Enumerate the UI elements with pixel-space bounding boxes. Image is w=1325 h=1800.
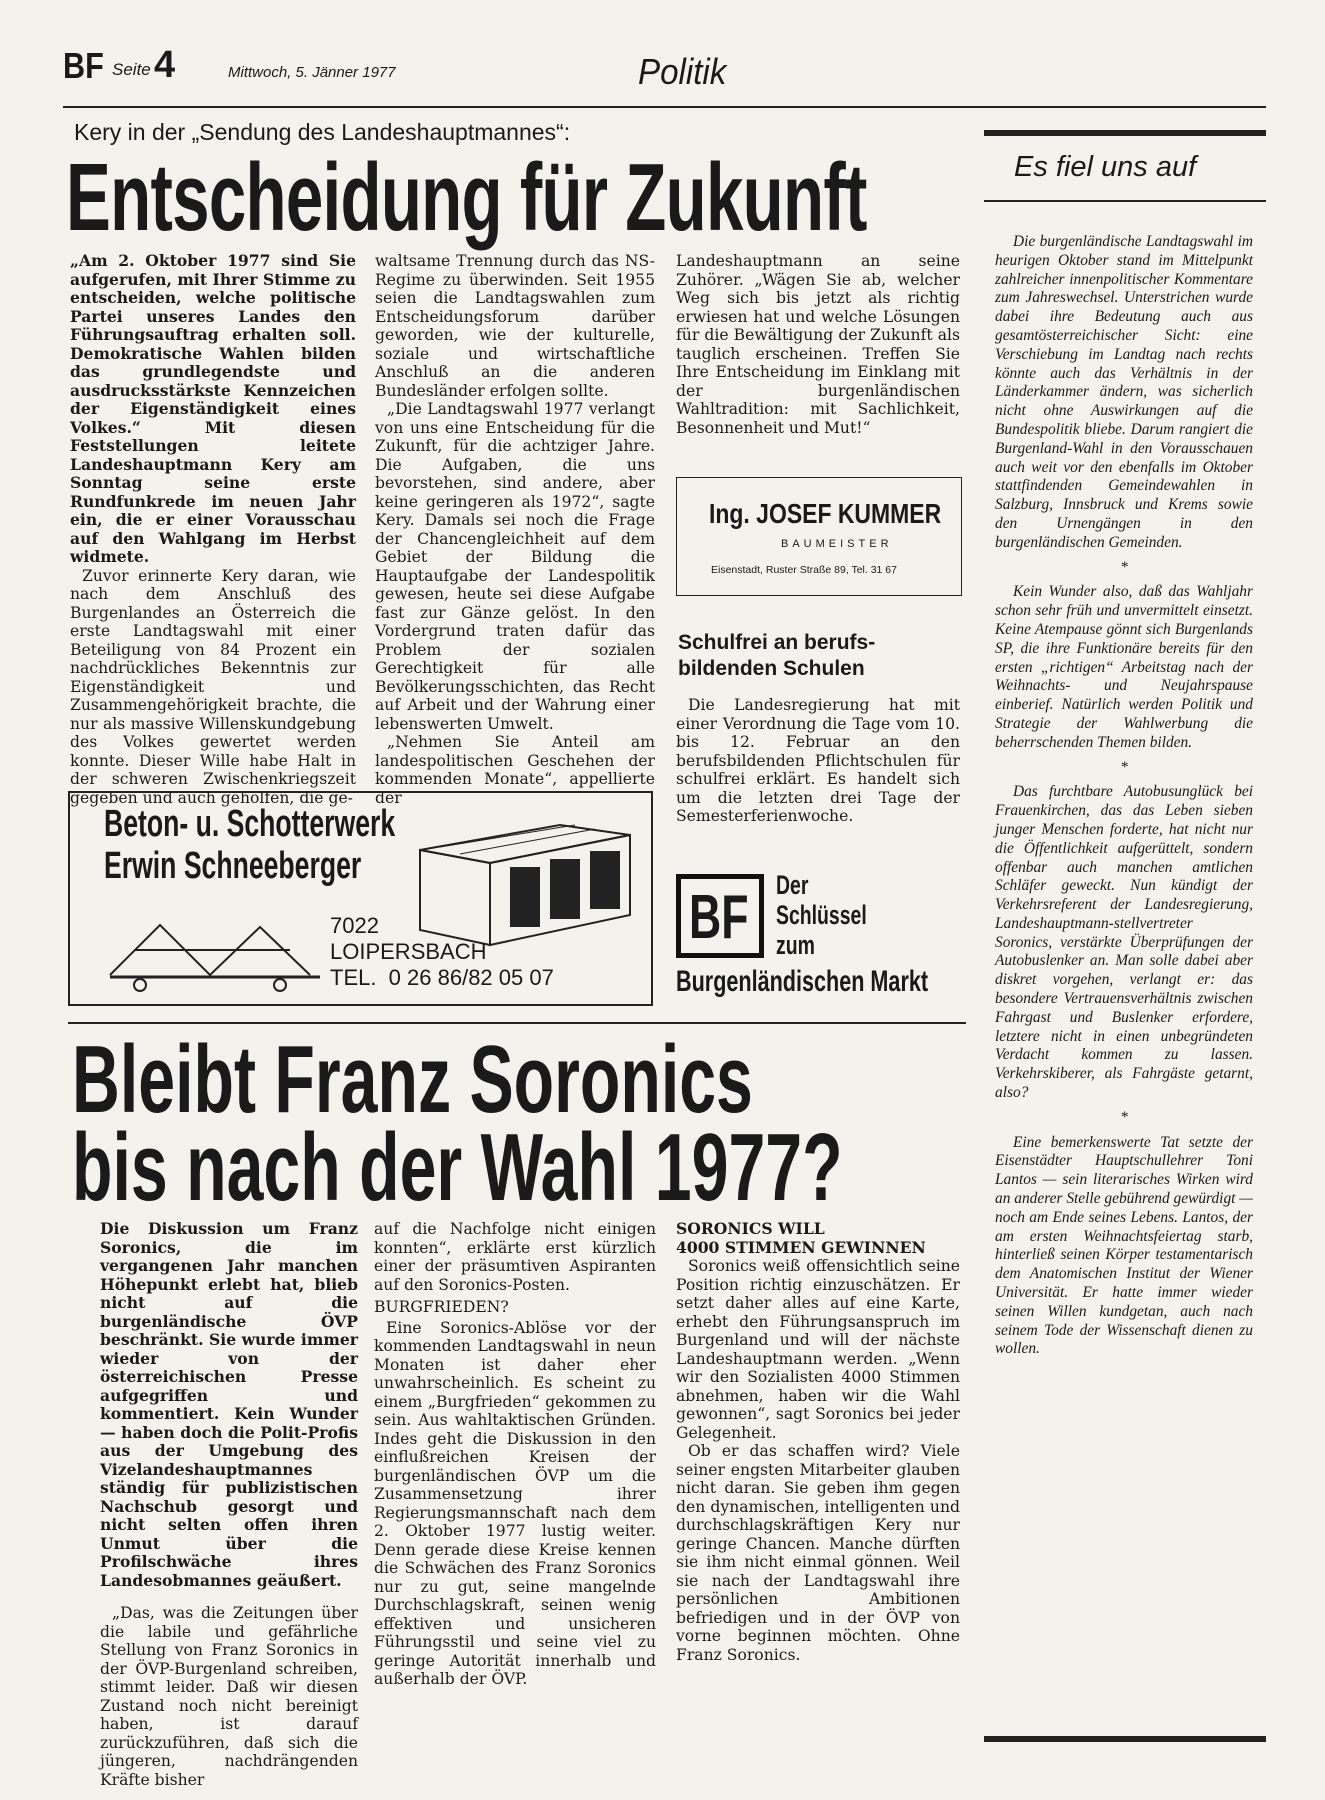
ad-bf-line4: Burgenländischen Markt — [676, 965, 929, 998]
sidebar-p1: Die burgenländische Landtagswahl im heurigen Oktober stand im Mittelpunkt zahlreicher innenpolitischer Kommentare zum Jahreswechsel. Unterstrichen wurde dabei ihre Bedeutung auch aus gesamtösterreichischer Sicht: eine Verschiebung im Landtag nach rechts könnte auch das Verhältnis in der Länderkammer ändern, was sicherlich nicht ohne Auswirkungen auf die Bundespolitik bliebe. Darum rangiert die Burgenland-Wahl in den Vorausschauen auch weit vor den ebenfalls im Oktober stattfindenden Gemeindewahlen in Salzburg, Innsbruck und Krems sowie den Urnengängen in den burgenländischen Gemeinden. — [995, 233, 1253, 551]
article2-column-1 — [100, 1220, 358, 1789]
article1-col3: Landeshauptmann an seine Zuhörer. „Wägen Sie ab, welcher Weg sich bis jetzt als richtig erwiesen hat und welche Lösungen für die Bewältigung der Zukunft als tauglich erscheinen. Treffen Sie Ihre Entscheidung im Einklang mit der burgenländischen Wahltradition: mit Sachlichkeit, Besonnenheit und Mut!“ — [676, 252, 960, 437]
ad-bf-line2: Schlüssel — [776, 900, 867, 930]
sidebar-bottom-rule — [984, 1736, 1266, 1742]
schulfrei-headline-line2: bildenden Schulen — [678, 657, 865, 680]
article2-subhead-burgfrieden: BURGFRIEDEN? — [374, 1298, 509, 1316]
article2-subhead-line1: SORONICS WILL — [676, 1219, 825, 1238]
article1-lead: „Am 2. Oktober 1977 sind Sie aufgerufen, mit Ihrer Stimme zu entscheiden, welche politische Partei unseres Landes den Führungsauftrag erhalten soll. Demokratische Wahlen bilden das grundlegendste und ausdrucksstärkste Kennzeichen der Eigenständigkeit eines Volkes.“ Mit diesen Feststellungen leitete Landeshauptmann Kery am Sonntag seine erste Rundfunkrede im neuen Jahr ein, die er einer Vorausschau auf den Wahlgang im Herbst widmete. — [70, 251, 356, 566]
ad-bf-line3: zum — [776, 930, 815, 960]
sidebar-star-3: * — [1120, 1108, 1128, 1126]
article1-kicker: Kery in der „Sendung des Landeshauptmannes“: — [74, 119, 571, 145]
article2-col1-body: „Das, was die Zeitungen über die labile und gefährliche Stellung von Franz Soronics in der ÖVP-Burgenland schreiben, stimmt leider. Daß wir diesen Zustand noch nicht bereinigt haben, ist darauf zurückzuführen, daß sich die jüngeren, nachdrängenden Kräfte bisher — [100, 1604, 358, 1789]
masthead-date: Mittwoch, 5. Jänner 1977 — [228, 64, 396, 81]
masthead-seite-label: Seite — [112, 60, 151, 79]
article1-column-1 — [70, 252, 356, 807]
concrete-block-illustration — [400, 805, 640, 955]
ad-beton — [68, 791, 653, 1006]
article2-subhead-line2: 4000 STIMMEN GEWINNEN — [676, 1237, 926, 1257]
ad-kummer-name: Ing. JOSEF KUMMER — [709, 498, 942, 529]
article2-column-2 — [374, 1220, 656, 1689]
article2-col2-p2: Eine Soronics-Ablöse vor der kommenden Landtagswahl in neun Monaten ist daher eher unwahrscheinlich. Es scheint zu einem „Burgfrieden“ gekommen zu sein. Aus wahltaktischen Gründen. Indes geht die Diskussion in den einflußreichen Kreisen der burgenländischen ÖVP um die Zusammensetzung ihrer Regierungsmannschaft nach dem 2. Oktober 1977 lustig weiter. Denn gerade diese Kreise kennen die Schwächen des Franz Soronics nur zu gut, seine mangelnde Durchschlagskraft, seinen wenig effektiven und unsicheren Führungsstil und seine viel zu geringe Autorität innerhalb und außerhalb der ÖVP. — [374, 1318, 656, 1688]
article1-column-3 — [676, 252, 960, 437]
sidebar-p2: Kein Wunder also, daß das Wahljahr schon sehr früh und unvermittelt einsetzt. Keine Atempause gönnt sich Burgenlands SP, die ihre Funktionäre bereits für den ersten „richtigen“ Arbeitstag nach der Weihnachts- und Neujahrspause einberief. Natürlich werden Politik und Strategie der Wahlwerbung die beherrschenden Themen bilden. — [995, 583, 1253, 751]
sidebar-title: Es fiel uns auf — [1014, 151, 1197, 183]
ad-bf — [676, 870, 966, 1005]
sidebar-top-rule — [984, 130, 1266, 136]
schulfrei-headline-line1: Schulfrei an berufs- — [678, 631, 876, 654]
bf-logo-text: BF — [689, 883, 749, 952]
ad-kummer — [676, 477, 962, 596]
ad-bf-line1: Der — [776, 870, 809, 900]
article1-col1-body: Zuvor erinnerte Kery daran, wie nach dem Anschluß des Burgenlandes an Österreich die erste Landtagswahl mit einer Beteiligung von 84 Prozent ein nachdrückliches Bekenntnis zur Eigenständigkeit und Zusammengehörigkeit brachte, die nur als massive Willenskundgebung des Volkes gewertet werden konnte. Dieser Wille habe Halt in der schweren Zwischenkriegszeit gegeben und auch geholfen, die ge- — [70, 566, 356, 807]
article1-column-2 — [375, 252, 655, 807]
sidebar-column — [995, 233, 1253, 1359]
ad-beton-town: LOIPERSBACH — [330, 939, 487, 964]
article2-subhead-soronics — [676, 1220, 960, 1257]
masthead-page-number: 4 — [154, 44, 176, 86]
schulfrei-body — [676, 696, 960, 826]
article2-col2-p1: auf die Nachfolge nicht einigen konnten“, erklärte erst kürzlich einer der präsumtiven Aspiranten auf den Soronics-Posten. — [374, 1220, 656, 1294]
ad-beton-tel: TEL. 0 26 86/82 05 07 — [330, 965, 554, 990]
sidebar-star-1: * — [1120, 558, 1128, 576]
masthead-logo: BF — [63, 45, 104, 86]
schulfrei-body-text: Die Landesregierung hat mit einer Verordnung die Tage vom 10. bis 12. Februar an den berufsbildenden Pflichtschulen für schulfrei erklärt. Es handelt sich um die letzten drei Tage der Semesterferienwoche. — [676, 696, 960, 825]
article2-lead: Die Diskussion um Franz Soronics, die im vergangenen Jahr manchen Höhepunkt erlebt hat, blieb nicht auf die burgenländische ÖVP beschränkt. Sie wurde immer wieder von der österreichischen Presse aufgegriffen und kommentiert. Kein Wunder — haben doch die Polit-Profis aus der Umgebung des Vizelandeshauptmannes ständig für publizistischen Nachschub gesorgt und nicht selten offen ihren Unmut über die Profilschwäche ihres Landesobmannes geäußert. — [100, 1219, 358, 1590]
truck-illustration — [100, 905, 330, 995]
ad-beton-line2: Erwin Schneeberger — [104, 845, 362, 887]
ad-beton-zip: 7022 — [330, 913, 379, 938]
sidebar-p4: Eine bemerkenswerte Tat setzte der Eisenstädter Hauptschullehrer Toni Lantos — sein literarisches Wirken wird an anderer Stelle gebührend gewürdigt — noch am Ende seines Lebens. Lantos, der am ersten Weihnachtsfeiertag starb, hinterließ seinen Körper testamentarisch dem Anatomischen Institut der Wiener Universität. Er hatte immer wieder seinen Willen kundgetan, auch nach seinem Tode der Wissenschaft dienen zu wollen. — [995, 1133, 1253, 1358]
ad-beton-line1: Beton- u. Schotterwerk — [104, 803, 396, 845]
article1-col2-p3: „Nehmen Sie Anteil am landespolitischen Geschehen der kommenden Monate“, appellierte der — [375, 733, 655, 807]
sidebar-title-rule — [984, 200, 1266, 202]
sidebar-p3: Das furchtbare Autobusunglück bei Frauenkirchen, das das Leben sieben junger Menschen forderte, hat nicht nur die Öffentlichkeit aufgerüttelt, sondern offenbar auch manchen amtlichen Schläfer geweckt. Nun kündigt der Verkehrsreferent der Landesregierung, Landeshauptmann-stellvertreter Soronics, verstärkte Überprüfungen der Autobuslenker an. Man solle dabei aber diskret vorgehen, verlangt er: das besondere Vertrauensverhältnis zwischen Fahrgast und Buslenker erfordere, letztere nicht in einen unbegründeten Verdacht kommen zu lassen. Verkehrskiberer, als Fahrgäste getarnt, also? — [995, 783, 1253, 1102]
bf-logo-box — [676, 874, 764, 958]
article1-col2-p2: „Die Landtagswahl 1977 verlangt von uns eine Entscheidung für die Zukunft, für die achtziger Jahre. Die Aufgaben, die uns bevorstehen, sind andere, aber keine geringeren als 1972“, sagte Kery. Damals sei noch die Frage der Chancengleichheit auf dem Gebiet der Bildung die Hauptaufgabe der Landespolitik gewesen, heute sei diese Aufgabe fast zur Gänze gelöst. In den Vordergrund traten dafür das Problem der sozialen Gerechtigkeit für alle Bevölkerungsschichten, das Recht auf Arbeit und der Wahrung einer lebenswerten Umwelt. — [375, 400, 655, 733]
article2-headline-line1: Bleibt Franz Soronics — [72, 1026, 753, 1133]
article2-col3-p2: Ob er das schaffen wird? Viele seiner engsten Mitarbeiter glauben nicht daran. Sie geben ihm gegen den dynamischen, intelligenten und durchschlagskräftigen Kery nur geringe Chancen. Manche dürften sie ihm nicht einmal gönnen. Weil sie nach der Landtagswahl ihre persönlichen Ambitionen befriedigen und in der ÖVP von vorne beginnen möchten. Ohne Franz Soronics. — [676, 1442, 960, 1664]
article1-headline: Entscheidung für Zukunft — [66, 144, 867, 251]
article2-headline-line2: bis nach der Wahl 1977? — [72, 1114, 843, 1221]
sidebar-star-2: * — [1120, 758, 1128, 776]
ad-kummer-address: Eisenstadt, Ruster Straße 89, Tel. 31 67 — [711, 564, 897, 576]
schulfrei-headline — [678, 630, 875, 682]
article1-col2-p1: waltsame Trennung durch das NS-Regime zu überwinden. Seit 1955 seien die Landtagswahlen zum Entscheidungsforum darüber geworden, wie der kulturelle, soziale und wirtschaftliche Anschluß an die anderen Bundesländer erfolgen sollte. — [375, 252, 655, 400]
ad-kummer-title: BAUMEISTER — [781, 538, 893, 550]
article2-column-3 — [676, 1220, 960, 1664]
masthead-rule — [63, 106, 1266, 108]
article2-col3-p1: Soronics weiß offensichtlich seine Position richtig einzuschätzen. Er setzt daher alles auf eine Karte, erhebt den Führungsanspruch im Burgenland und will der nächste Landeshauptmann werden. „Wenn wir den Sozialisten 4000 Stimmen abnehmen, haben wir die Wahl gewonnen“, sagt Soronics bei jeder Gelegenheit. — [676, 1257, 960, 1442]
masthead-section: Politik — [638, 51, 727, 92]
